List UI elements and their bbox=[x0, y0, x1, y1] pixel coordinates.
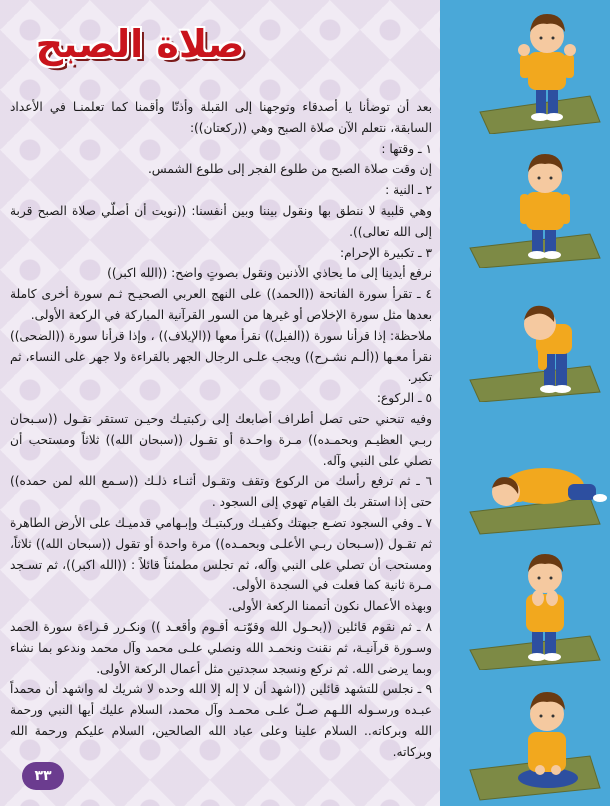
boy-takbir-figure bbox=[440, 0, 610, 134]
paragraph-rising: ٦ ـ ثم ترفع رأسك من الركوع وتقف وتقـول أثنـاء ذلـك ((سـمع الله لمن حمده)) حتى إذا استقر بك القيام تهوي إلى السجود . bbox=[10, 474, 432, 510]
paragraph-sujud: ٧ ـ وفي السجود تضـع جبهتك وكفيـك وركبتيـك وإبـهامي قدميـك على الأرض الطاهرة ثم تقـول ((سـبحان ربـي الأعلـى وبحمـده)) مرة واحدة أو تقول ((سبحان الله)) ثلاثاً، ومستحب أن تصلي على النبي وآله، ثم تجلس مطمئناً قائلاً : ((الله اكبر))، ثم تسـجد مـرة ثانية كما فعلت في السجدة الأولى. bbox=[10, 515, 432, 593]
heading-takbir: ٣ ـ تكبيرة الإحرام: bbox=[340, 245, 432, 260]
paragraph-takbir: نرفع أيدينا إلى ما يحاذي الأذنين ونقول بصوتٍ واضح: ((الله اكبر)) bbox=[107, 266, 432, 281]
step-sujud-illustration bbox=[440, 402, 610, 536]
paragraph-tashahhud: ٩ ـ نجلس للتشهد قائلين ((اشهد أن لا إله إلا الله وحده لا شريك له واشهد أن محمداً عبـده ورسـوله اللـهم صـلّ علـى محمـد وآل محمد، السلام عليك أيها النبي ورحمة الله وبركاته.. السلام علينا وعلى عباد الله الصالحين، السلام عليكم ورحمة الله وبركاته. bbox=[10, 682, 432, 759]
boy-bowing-figure bbox=[440, 268, 610, 402]
heading-intention: ٢ ـ النية : bbox=[385, 183, 432, 198]
boy-qunut-figure bbox=[440, 536, 610, 670]
step-qiyam-illustration bbox=[440, 134, 610, 268]
paragraph-recitation: ٤ ـ تقرأ سورة الفاتحة ((الحمد)) على النهج العربي الصحيـح ثـم سورة أخرى كاملة بعدها مثل سورة الإخلاص أو غيرها من السور القرآنية المباركة في الركعة الأولى. bbox=[10, 287, 432, 322]
body-text bbox=[10, 97, 432, 762]
step-qunut-illustration bbox=[440, 536, 610, 670]
paragraph-intro: بعد أن توضأنا يا أصدقاء وتوجهنا إلى القبلة وأذنّا وأقمنا كما تعلمنـا في الأعداد السابقة، نتعلم الآن صلاة الصبح وهي ((ركعتان)): bbox=[10, 100, 432, 135]
paragraph-intention: وهي قلبية لا ننطق بها ونقول بيننا وبين أنفسنا: ((نويت أن أصلّي صلاة الصبح قربة إلى الله تعالى)). bbox=[10, 203, 432, 239]
boy-prostrating-figure bbox=[440, 402, 610, 536]
paragraph-ruku: وفيه تنحني حتى تصل أطراف أصابعك إلى ركبتيـك وحيـن تستقر تقـول ((سـبحان ربـي العظيـم وبحمـده)) مـرة واحـدة أو تقـول ((سبحان الله)) ثلاثاً ومستحب أن تصلي على النبي وآله. bbox=[10, 411, 432, 468]
page-title: صلاة الصبح bbox=[35, 22, 245, 66]
step-tashahhud-illustration bbox=[440, 670, 610, 804]
step-takbir-illustration bbox=[440, 0, 610, 134]
boy-standing-figure bbox=[440, 134, 610, 268]
paragraph-note: ملاحظة: إذا قرأنا سورة ((الفيل)) نقرأ معها ((الإيلاف)) ، وإذا قرأنا سورة ((الضحى)) نقرأ معـها ((ألـم نشـرح)) ويجب علـى الرجال الجهر بالقراءة ولا جهر على النساء، ثم تكبر. bbox=[10, 328, 432, 385]
paragraph-first-rakah: وبهذه الأعمال نكون أتممنا الركعة الأولى. bbox=[228, 599, 432, 614]
heading-time: ١ ـ وقتها : bbox=[381, 141, 432, 156]
prayer-mat bbox=[470, 366, 600, 402]
boy-sitting-figure bbox=[440, 670, 610, 806]
heading-ruku: ٥ ـ الركوع: bbox=[376, 391, 432, 406]
step-ruku-illustration bbox=[440, 268, 610, 402]
page-number: ٣٣ bbox=[22, 762, 64, 790]
illustration-panel bbox=[440, 0, 610, 806]
paragraph-time: إن وقت صلاة الصبح من طلوع الفجر إلى طلوع الشمس. bbox=[147, 162, 432, 177]
paragraph-second-rakah: ٨ ـ ثم نقوم قائلين ((بحـول الله وقوّتـه أقـوم وأقعـد )) ونكـرر قـراءة سورة الحمد وسـورة قرآنيـة، ثم نقنت ونحمـد الله ونصلي علـى محمد وآل محمد وندعو بما نشاء وبما يرضى الله. ثم نركع ونسجد سجدتين مثل أعمال الركعة الأولى. bbox=[10, 619, 432, 676]
